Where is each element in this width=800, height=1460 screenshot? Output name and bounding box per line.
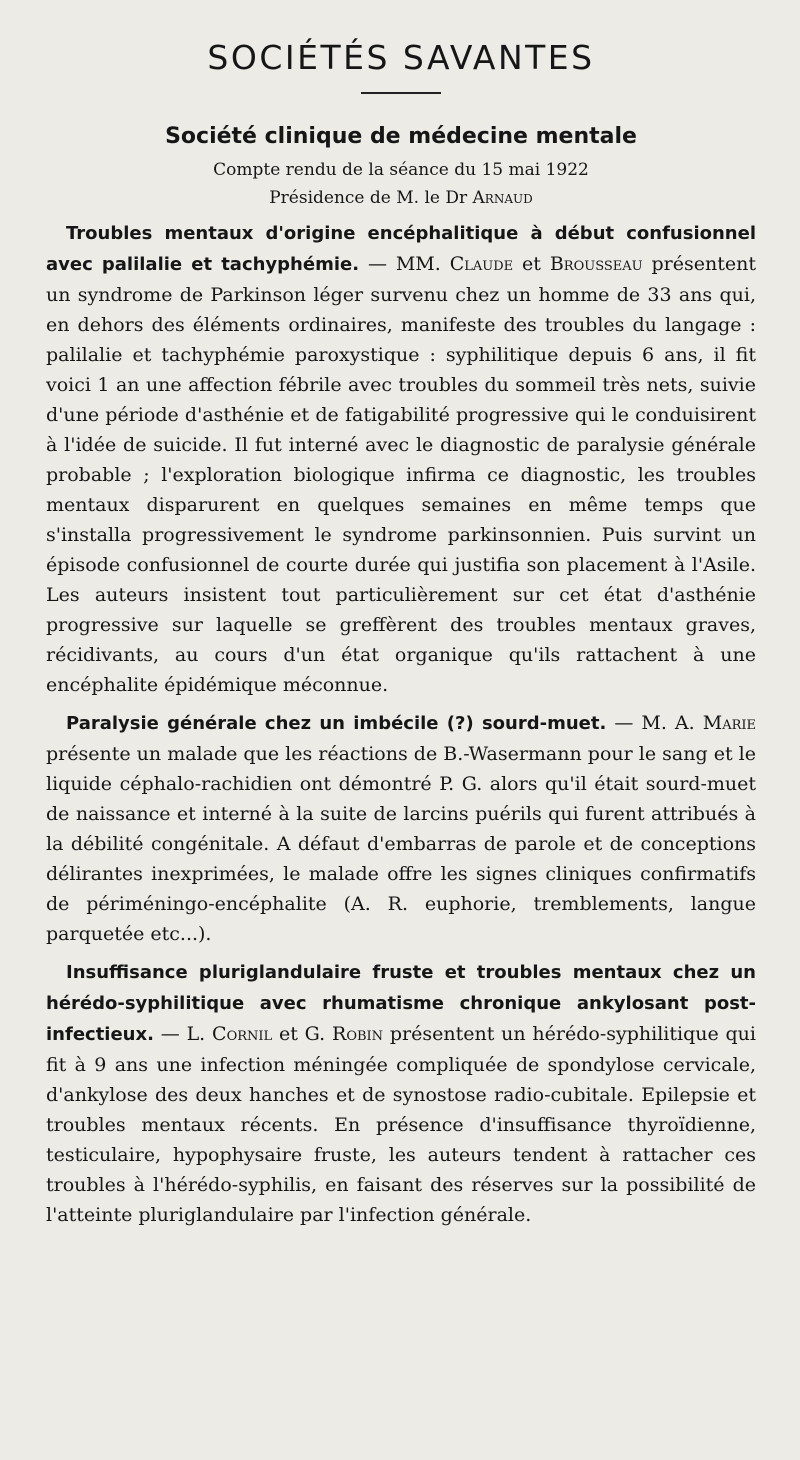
article-3-title: Insuffisance pluriglandulaire fruste et troubles mentaux chez un hérédo-syphilitique avec rhumatisme chronique ankylosant post-infectieux. (46, 962, 756, 1045)
article-1-author-2: Brousseau (549, 253, 643, 275)
article-3-author-1: Cornil (212, 1023, 273, 1045)
president-name: Arnaud (472, 188, 533, 208)
article-1-connector: et (513, 253, 550, 275)
article-2-author-1: Marie (702, 712, 756, 734)
article-3-body: présentent un hérédo-syphilitique qui fit à 9 ans une infection méningée compliquée de spondylose cervicale, d'ankylose des deux hanches et de synostose radio-cubitale. Epilepsie et troubles mentaux récents. En présence d'insuffisance thyroïdienne, testiculaire, hypophysaire fruste, les auteurs tendent à rattacher ces troubles à l'hérédo-syphilis, en faisant des réserves sur la possibilité de l'atteinte pluriglandulaire par l'infection générale. (46, 1023, 756, 1226)
society-name: Société clinique de médecine mentale (165, 124, 637, 149)
article-3-dash: — L. (153, 1023, 213, 1045)
presidency-line (46, 184, 756, 212)
article-1-author-1: Claude (449, 253, 514, 275)
article-3-connector: et G. (272, 1023, 333, 1045)
article-1 (46, 218, 756, 700)
title-rule (361, 92, 441, 94)
article-3 (46, 957, 756, 1230)
section-title: SOCIÉTÉS SAVANTES (207, 38, 595, 77)
session-line: Compte rendu de la séance du 15 mai 1922 (213, 160, 589, 180)
article-3-author-2: Robin (332, 1023, 384, 1045)
presidency-prefix: Présidence de M. le Dr (269, 188, 473, 208)
article-1-title: Troubles mentaux d'origine encéphalitique à début confusionnel avec palilalie et tachyphémie. (46, 223, 756, 275)
article-2-body: présente un malade que les réactions de B.-Wasermann pour le sang et le liquide céphalo-rachidien ont démontré P. G. alors qu'il était sourd-muet de naissance et interné à la suite de larcins puérils qui furent attribués à la débilité congénitale. A défaut d'embarras de parole et de conceptions délirantes inexprimées, le malade offre les signes cliniques confirmatifs de périméningo-encéphalite (A. R. euphorie, tremblements, langue parquetée etc...). (46, 743, 756, 945)
article-2 (46, 708, 756, 949)
article-1-body: présentent un syndrome de Parkinson léger survenu chez un homme de 33 ans qui, en dehors des éléments ordinaires, manifeste des troubles du langage : palilalie et tachyphémie paroxystique : syphilitique depuis 6 ans, il fit voici 1 an une affection fébrile avec troubles du sommeil très nets, suivie d'une période d'asthénie et de fatigabilité progressive qui le conduisirent à l'idée de suicide. Il fut interné avec le diagnostic de paralysie générale probable ; l'exploration biologique infirma ce diagnostic, les troubles mentaux disparurent en quelques semaines en même temps que s'installa progressivement le syndrome parkinsonnien. Puis survint un épisode confusionnel de courte durée qui justifia son placement à l'Asile. Les auteurs insistent tout particulièrement sur cet état d'asthénie progressive sur laquelle se greffèrent des troubles mentaux graves, récidivants, au cours d'un état organique qu'ils rattachent à une encéphalite épidémique méconnue. (46, 253, 756, 696)
article-2-title: Paralysie générale chez un imbécile (?) sourd-muet. (66, 713, 607, 734)
article-2-dash: — M. A. (606, 712, 703, 734)
article-1-dash: — MM. (359, 253, 450, 275)
